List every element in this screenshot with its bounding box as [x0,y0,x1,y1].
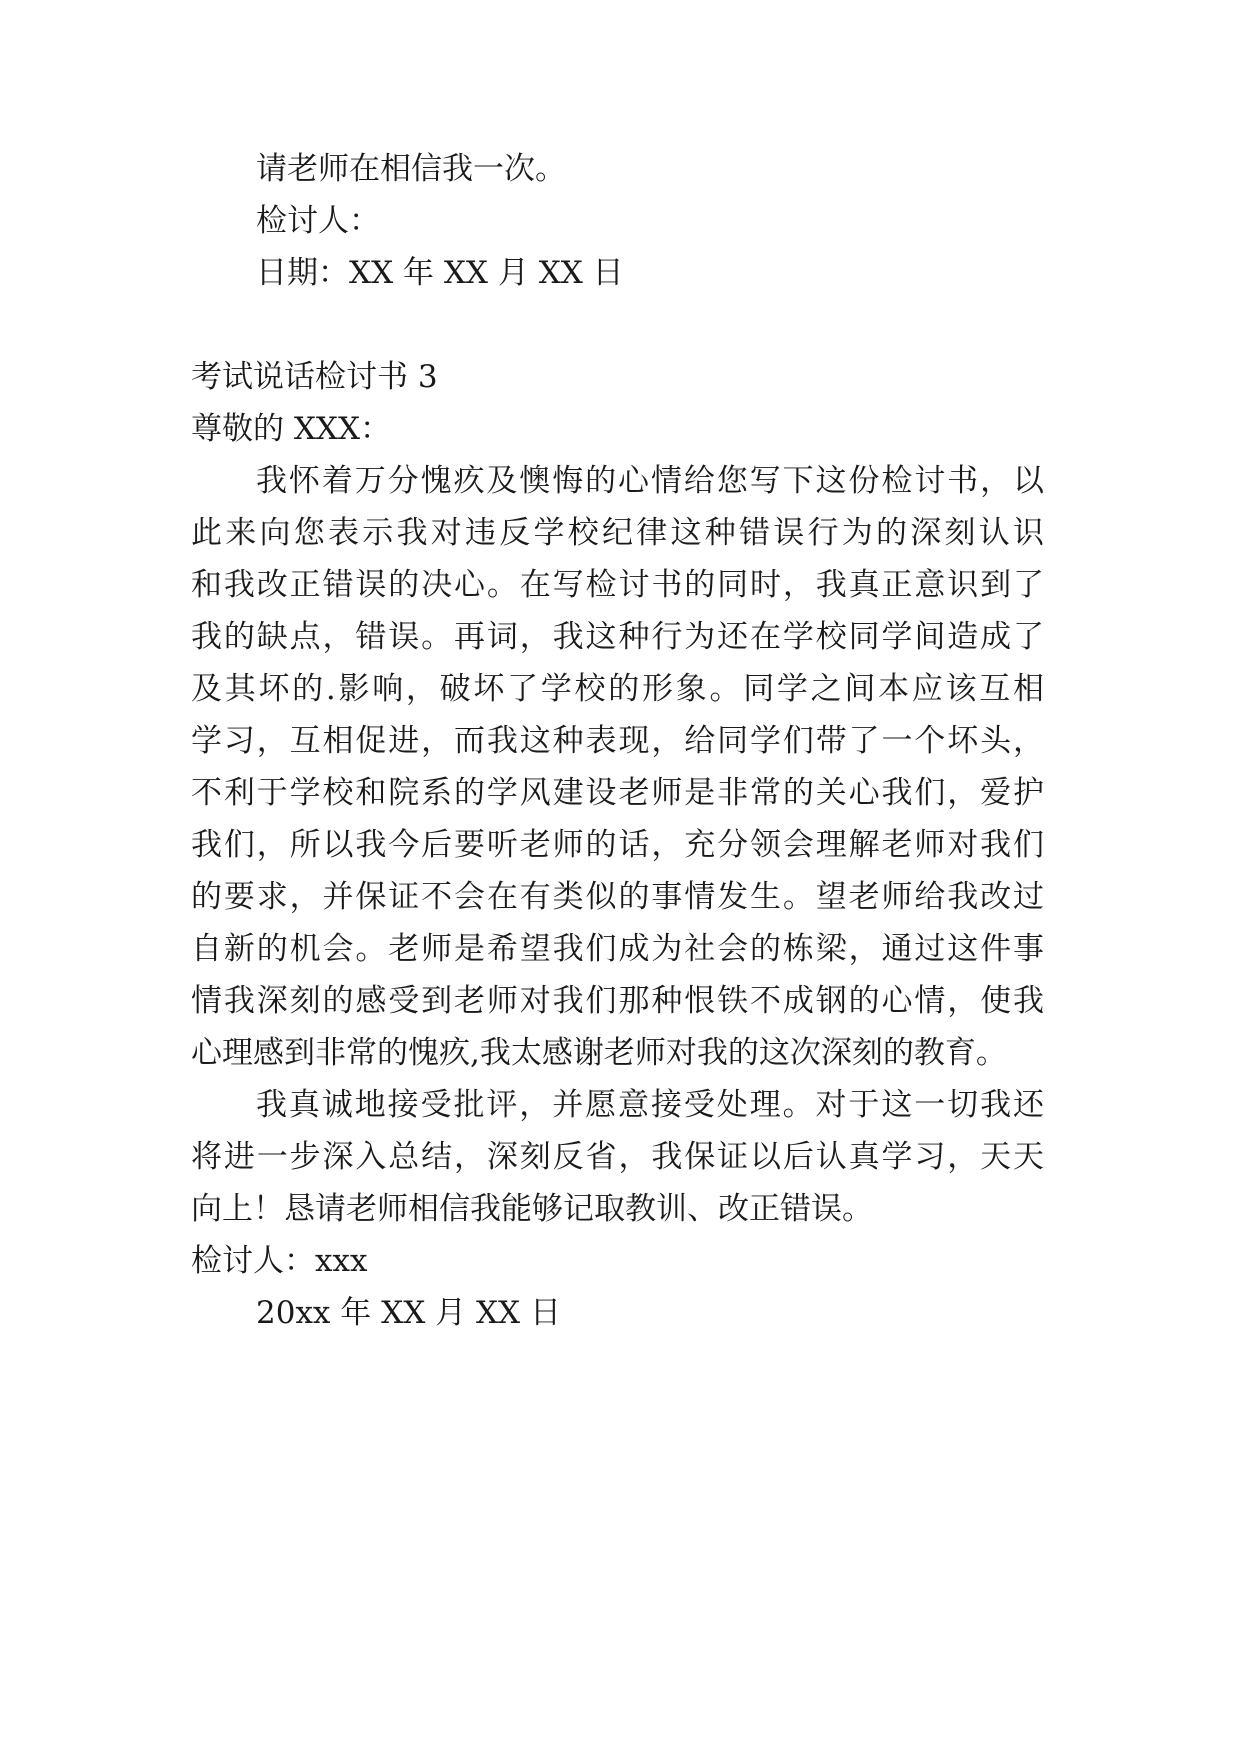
paragraph-line: 心理感到非常的愧疚,我太感谢老师对我的这次深刻的教育。 [191,1035,1007,1071]
signer: 检讨人：xxx [191,1243,368,1279]
paragraph-line: 学习，互相促进，而我这种表现，给同学们带了一个坏头， [191,723,1044,759]
paragraph-line: 情我深刻的感受到老师对我们那种恨铁不成钢的心情，使我 [191,983,1044,1019]
paragraph-line: 我怀着万分愧疚及懊悔的心情给您写下这份检讨书，以 [256,463,1044,499]
paragraph-line: 我们，所以我今后要听老师的话，充分领会理解老师对我们 [191,827,1044,863]
paragraph-line: 不利于学校和院系的学风建设老师是非常的关心我们，爱护 [191,775,1044,811]
paragraph-line: 和我改正错误的决心。在写检讨书的同时，我真正意识到了 [191,567,1044,603]
letter-date: 20xx 年 XX 月 XX 日 [256,1295,561,1331]
closing-request: 请老师在相信我一次。 [256,151,566,187]
paragraph-line: 我真诚地接受批评，并愿意接受处理。对于这一切我还 [256,1087,1044,1123]
paragraph-line: 自新的机会。老师是希望我们成为社会的栋梁，通过这件事 [191,931,1044,967]
paragraph-line: 向上！恳请老师相信我能够记取教训、改正错误。 [191,1191,873,1227]
paragraph-line: 我的缺点，错误。再词，我这种行为还在学校同学间造成了 [191,619,1044,655]
paragraph-line: 此来向您表示我对违反学校纪律这种错误行为的深刻认识 [191,515,1044,551]
date-line: 日期：XX 年 XX 月 XX 日 [256,255,624,291]
letter-title: 考试说话检讨书 3 [191,359,438,395]
paragraph-line: 将进一步深入总结，深刻反省，我保证以后认真学习，天天 [191,1139,1044,1175]
signer-label: 检讨人： [256,203,380,239]
salutation: 尊敬的 XXX： [191,411,392,447]
paragraph-line: 的要求，并保证不会在有类似的事情发生。望老师给我改过 [191,879,1044,915]
paragraph-line: 及其坏的.影响，破坏了学校的形象。同学之间本应该互相 [191,671,1044,707]
